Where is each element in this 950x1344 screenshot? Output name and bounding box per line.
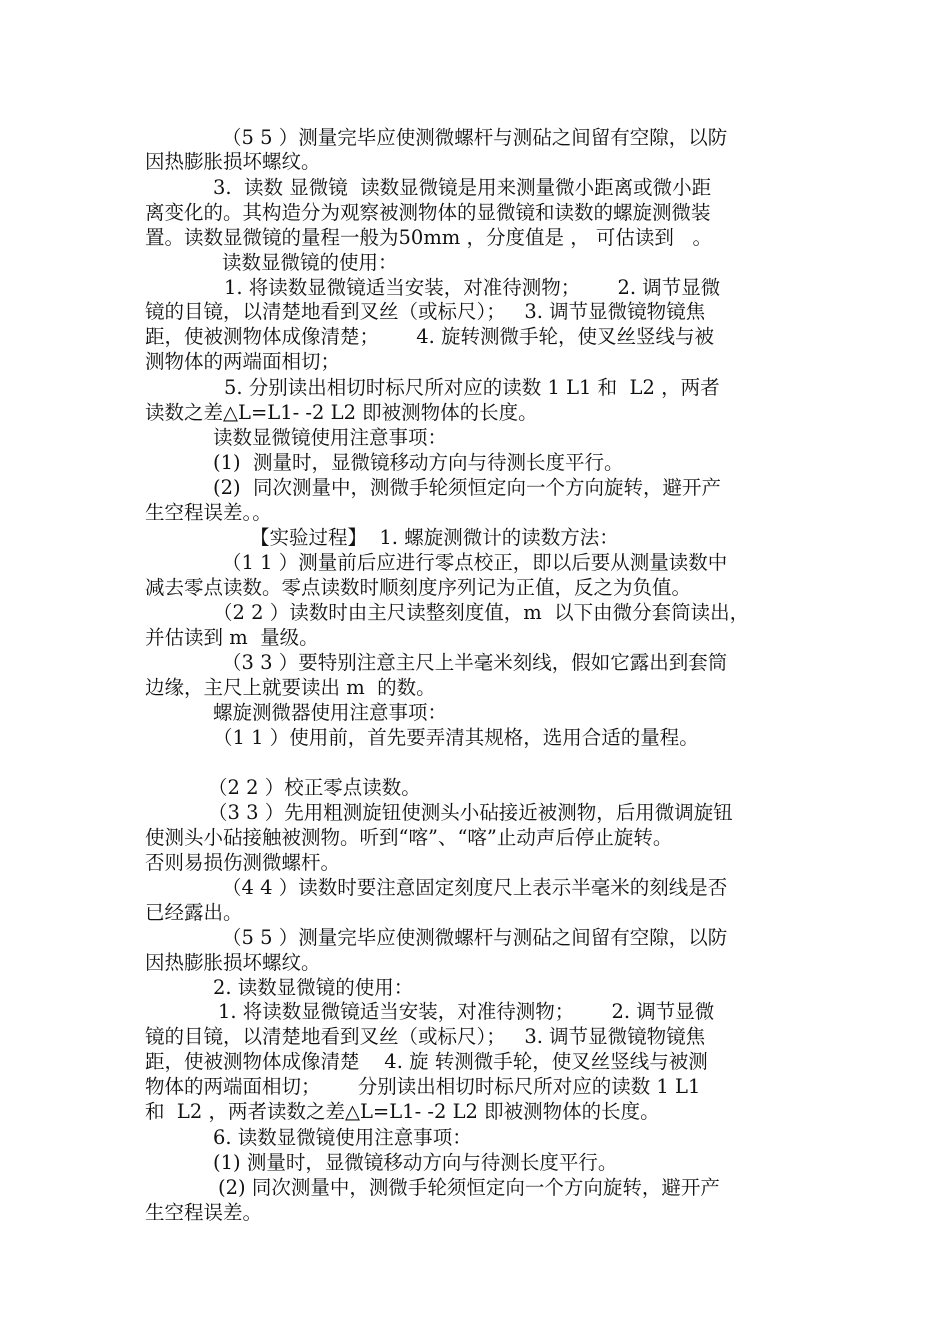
text-line: 5. 分别读出相切时标尺所对应的读数 1 L1 和 L2 ，两者	[224, 376, 720, 399]
text-line: 【实验过程】 1. 螺旋测微计的读数方法：	[250, 526, 619, 549]
text-line: 螺旋测微器使用注意事项：	[213, 701, 448, 724]
text-line: 1. 将读数显微镜适当安装，对准待测物； 2. 调节显微	[224, 276, 721, 299]
text-line: 生空程误差。	[145, 1201, 263, 1224]
text-line: 6. 读数显微镜使用注意事项：	[213, 1126, 472, 1149]
text-line: 1. 将读数显微镜适当安装，对准待测物； 2. 调节显微	[218, 1000, 715, 1023]
text-line: 因热膨胀损坏螺纹。	[145, 150, 321, 173]
text-line: 2. 读数显微镜的使用：	[213, 976, 414, 999]
text-line: 生空程误差。。	[145, 501, 272, 524]
text-line: （2 2 ）读数时由主尺读整刻度值，m 以下由微分套筒读出，	[213, 601, 750, 624]
text-line: （3 3 ）先用粗测旋钮使测头小砧接近被测物，后用微调旋钮	[208, 801, 733, 824]
text-line: 使测头小砧接触被测物。听到“喀”、“喀”止动声后停止旋转。	[145, 826, 673, 849]
text-line: （2 2 ）校正零点读数。	[208, 776, 421, 799]
text-line: 物体的两端面相切； 分别读出相切时标尺所对应的读数 1 L1	[145, 1075, 701, 1098]
text-line: （1 1 ）使用前，首先要弄清其规格，选用合适的量程。	[213, 726, 699, 749]
text-line: 读数显微镜使用注意事项：	[213, 426, 448, 449]
text-line: 和 L2 ，两者读数之差△L=L1- -2 L2 即被测物体的长度。	[145, 1100, 660, 1123]
text-line: 离变化的。其构造分为观察被测物体的显微镜和读数的螺旋测微装	[145, 201, 711, 224]
text-line: (1) 测量时，显微镜移动方向与待测长度平行。	[213, 1151, 618, 1174]
text-line: 测物体的两端面相切；	[145, 350, 341, 373]
text-line: 3. 读数 显微镜 读数显微镜是用来测量微小距离或微小距	[213, 176, 712, 199]
text-line: 因热膨胀损坏螺纹。	[145, 951, 321, 974]
text-line: 读数之差△L=L1- -2 L2 即被测物体的长度。	[145, 401, 538, 424]
text-line: 距，使被测物体成像清楚 4. 旋 转测微手轮，使叉丝竖线与被测	[145, 1050, 708, 1073]
text-line: (2) 同次测量中，测微手轮须恒定向一个方向旋转，避开产	[218, 1176, 720, 1199]
text-line: (2) 同次测量中，测微手轮须恒定向一个方向旋转，避开产	[213, 476, 722, 499]
text-line: 镜的目镜，以清楚地看到叉丝（或标尺）； 3. 调节显微镜物镜焦	[145, 1025, 706, 1048]
text-line: （3 3 ）要特别注意主尺上半毫米刻线，假如它露出到套筒	[222, 651, 728, 674]
text-line: 边缘，主尺上就要读出 m 的数。	[145, 676, 436, 699]
text-line: 读数显微镜的使用：	[222, 251, 398, 274]
text-line: 否则易损伤测微螺杆。	[145, 851, 341, 874]
text-line: 镜的目镜，以清楚地看到叉丝（或标尺）； 3. 调节显微镜物镜焦	[145, 300, 706, 323]
text-line: （4 4 ）读数时要注意固定刻度尺上表示半毫米的刻线是否	[222, 876, 728, 899]
text-line: （1 1 ）测量前后应进行零点校正，即以后要从测量读数中	[222, 551, 728, 574]
text-line: 并估读到 m 量级。	[145, 626, 319, 649]
text-line: 减去零点读数。零点读数时顺刻度序列记为正值，反之为负值。	[145, 576, 692, 599]
text-line: （5 5 ）测量完毕应使测微螺杆与测砧之间留有空隙，以防	[222, 926, 728, 949]
text-line: 距，使被测物体成像清楚； 4. 旋转测微手轮，使叉丝竖线与被	[145, 325, 714, 348]
text-line: （5 5 ）测量完毕应使测微螺杆与测砧之间留有空隙，以防	[222, 126, 728, 149]
text-line: 置。读数显微镜的量程一般为50mm ，分度值是 ， 可估读到 。	[145, 226, 712, 249]
text-line: (1) 测量时，显微镜移动方向与待测长度平行。	[213, 451, 624, 474]
text-line: 已经露出。	[145, 901, 243, 924]
